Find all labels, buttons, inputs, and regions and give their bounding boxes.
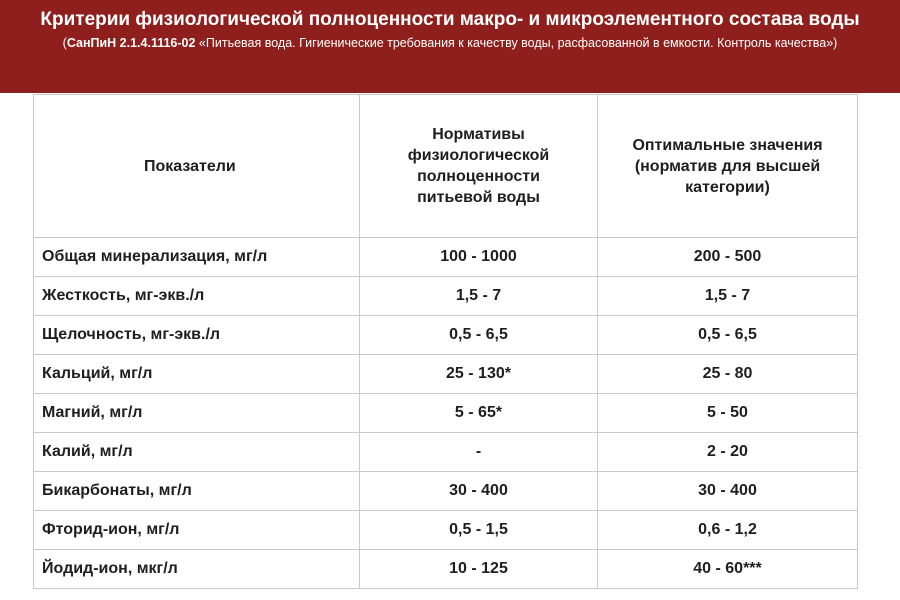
table-row bbox=[34, 355, 858, 394]
table-header-row bbox=[34, 95, 858, 238]
table-row bbox=[34, 316, 858, 355]
row-optimal: 30 - 400 bbox=[598, 472, 858, 511]
row-norm: 10 - 125 bbox=[360, 550, 598, 589]
table-row bbox=[34, 550, 858, 589]
row-name: Магний, мг/л bbox=[34, 394, 360, 433]
subtitle bbox=[20, 36, 880, 51]
header-banner bbox=[0, 0, 900, 93]
row-optimal: 0,5 - 6,5 bbox=[598, 316, 858, 355]
row-norm: 0,5 - 6,5 bbox=[360, 316, 598, 355]
table-row bbox=[34, 277, 858, 316]
subtitle-code: СанПиН 2.1.4.1116-02 bbox=[66, 36, 196, 50]
row-name: Бикарбонаты, мг/л bbox=[34, 472, 360, 511]
row-optimal: 2 - 20 bbox=[598, 433, 858, 472]
header-optimal bbox=[598, 95, 858, 238]
row-optimal: 0,6 - 1,2 bbox=[598, 511, 858, 550]
row-name: Калий, мг/л bbox=[34, 433, 360, 472]
row-optimal: 25 - 80 bbox=[598, 355, 858, 394]
table-body bbox=[34, 238, 858, 589]
criteria-table bbox=[33, 94, 858, 589]
row-optimal: 40 - 60*** bbox=[598, 550, 858, 589]
row-norm: 30 - 400 bbox=[360, 472, 598, 511]
header-optimal-label: Оптимальные значения (норматив для высшей категории) bbox=[632, 136, 823, 196]
row-norm: 1,5 - 7 bbox=[360, 277, 598, 316]
row-optimal: 200 - 500 bbox=[598, 238, 858, 277]
row-norm: 0,5 - 1,5 bbox=[360, 511, 598, 550]
row-name: Йодид-ион, мкг/л bbox=[34, 550, 360, 589]
subtitle-open: ( bbox=[62, 36, 67, 50]
header-indicators: Показатели bbox=[34, 95, 360, 238]
row-norm: 5 - 65* bbox=[360, 394, 598, 433]
header-norms bbox=[360, 95, 598, 238]
row-norm: 100 - 1000 bbox=[360, 238, 598, 277]
subtitle-close: ) bbox=[833, 36, 838, 50]
table-row bbox=[34, 433, 858, 472]
subtitle-text: «Питьевая вода. Гигиенические требования к качеству воды, расфасованной в емкости. Контроль качества» bbox=[195, 36, 834, 50]
table-row bbox=[34, 394, 858, 433]
table-row bbox=[34, 238, 858, 277]
row-norm: 25 - 130* bbox=[360, 355, 598, 394]
header-norms-label: Нормативы физиологической полноценности питьевой воды bbox=[407, 126, 550, 206]
row-optimal: 1,5 - 7 bbox=[598, 277, 858, 316]
page-title: Критерии физиологической полноценности макро- и микроэлементного состава воды bbox=[40, 9, 860, 30]
row-name: Жесткость, мг-экв./л bbox=[34, 277, 360, 316]
row-name: Щелочность, мг-экв./л bbox=[34, 316, 360, 355]
row-optimal: 5 - 50 bbox=[598, 394, 858, 433]
row-name: Фторид-ион, мг/л bbox=[34, 511, 360, 550]
row-name: Общая минерализация, мг/л bbox=[34, 238, 360, 277]
row-norm: - bbox=[360, 433, 598, 472]
table-row bbox=[34, 472, 858, 511]
row-name: Кальций, мг/л bbox=[34, 355, 360, 394]
table-row bbox=[34, 511, 858, 550]
